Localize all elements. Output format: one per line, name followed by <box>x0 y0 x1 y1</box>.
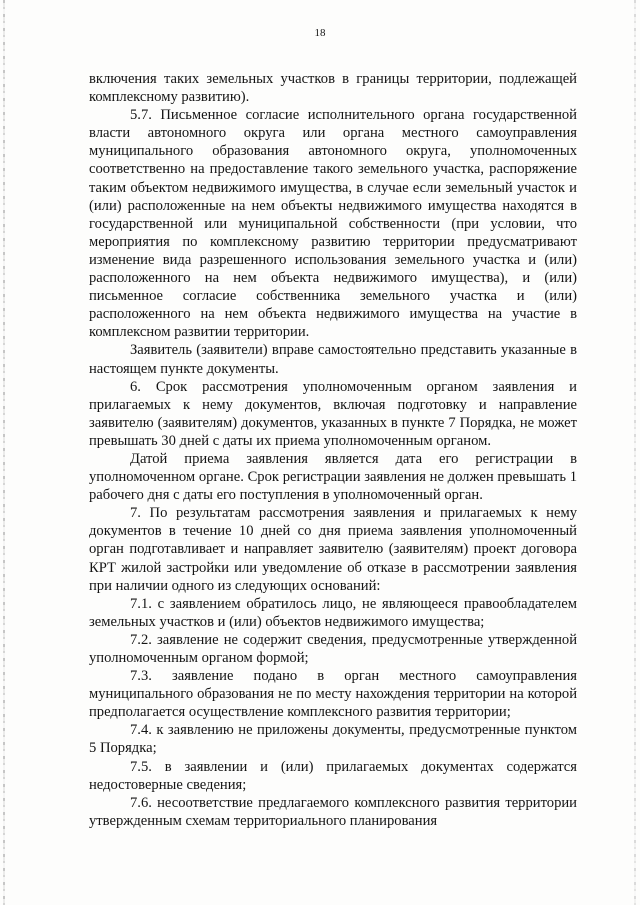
page-number: 18 <box>314 27 326 39</box>
paragraph-5-7: 5.7. Письменное согласие исполнительного органа государственной власти автономного округа или органа местного самоуправления муниципального образования автономного округа, уполномоченных соответственно на предоставление такого земельного участка, распоряжение таким объектом недвижимого имущества, в случае если земельный участок и (или) расположенные на нем объекты недвижимого имущества находятся в государственной или муниципальной собственности (при условии, что мероприятия по комплексному развитию территории предусматривают изменение вида разрешенного использования земельного участка и (или) расположенного на нем объекта недвижимого имущества), и (или) письменное согласие собственника земельного участка и (или) расположенного на нем объекта недвижимого имущества на участие в комплексном развитии территории. <box>89 107 577 341</box>
paragraph-7: 7. По результатам рассмотрения заявления и прилагаемых к нему документов в течение 10 дней со дня приема заявления уполномоченный орган подготавливает и направляет заявителю (заявителям) проект договора КРТ жилой застройки или уведомление об отказе в рассмотрении заявления при наличии одного из следующих оснований: <box>89 505 577 594</box>
paragraph-7-5: 7.5. в заявлении и (или) прилагаемых документах содержатся недостоверные сведения; <box>89 758 577 793</box>
paragraph-7-2: 7.2. заявление не содержит сведения, предусмотренные утвержденной уполномоченным органом формой; <box>89 631 577 666</box>
document-body <box>89 70 577 830</box>
paragraph-7-4: 7.4. к заявлению не приложены документы, предусмотренные пунктом 5 Порядка; <box>89 722 577 757</box>
paragraph-6: 6. Срок рассмотрения уполномоченным органом заявления и прилагаемых к нему документов, включая подготовку и направление заявителю (заявителям) документов, указанных в пункте 7 Порядка, не может превышать 30 дней с даты их приема уполномоченным органом. <box>89 378 577 449</box>
paragraph-acceptance-date: Датой приема заявления является дата его регистрации в уполномоченном органе. Срок регистрации заявления не должен превышать 1 рабочего дня с даты его поступления в уполномоченный орган. <box>89 450 577 504</box>
paragraph-applicant-right: Заявитель (заявители) вправе самостоятельно представить указанные в настоящем пункте документы. <box>89 342 577 377</box>
paragraph-7-1: 7.1. с заявлением обратилось лицо, не являющееся правообладателем земельных участков и (или) объектов недвижимого имущества; <box>89 595 577 630</box>
paragraph-continuation: включения таких земельных участков в границы территории, подлежащей комплексному развитию). <box>89 71 577 106</box>
paragraph-7-6: 7.6. несоответствие предлагаемого комплексного развития территории утвержденным схемам территориального планирования <box>89 794 577 829</box>
paragraph-7-3: 7.3. заявление подано в орган местного самоуправления муниципального образования не по месту нахождения территории на которой предполагается осуществление комплексного развития территории; <box>89 668 577 721</box>
scan-edge-right <box>634 0 636 905</box>
scan-edge-left <box>3 0 5 905</box>
